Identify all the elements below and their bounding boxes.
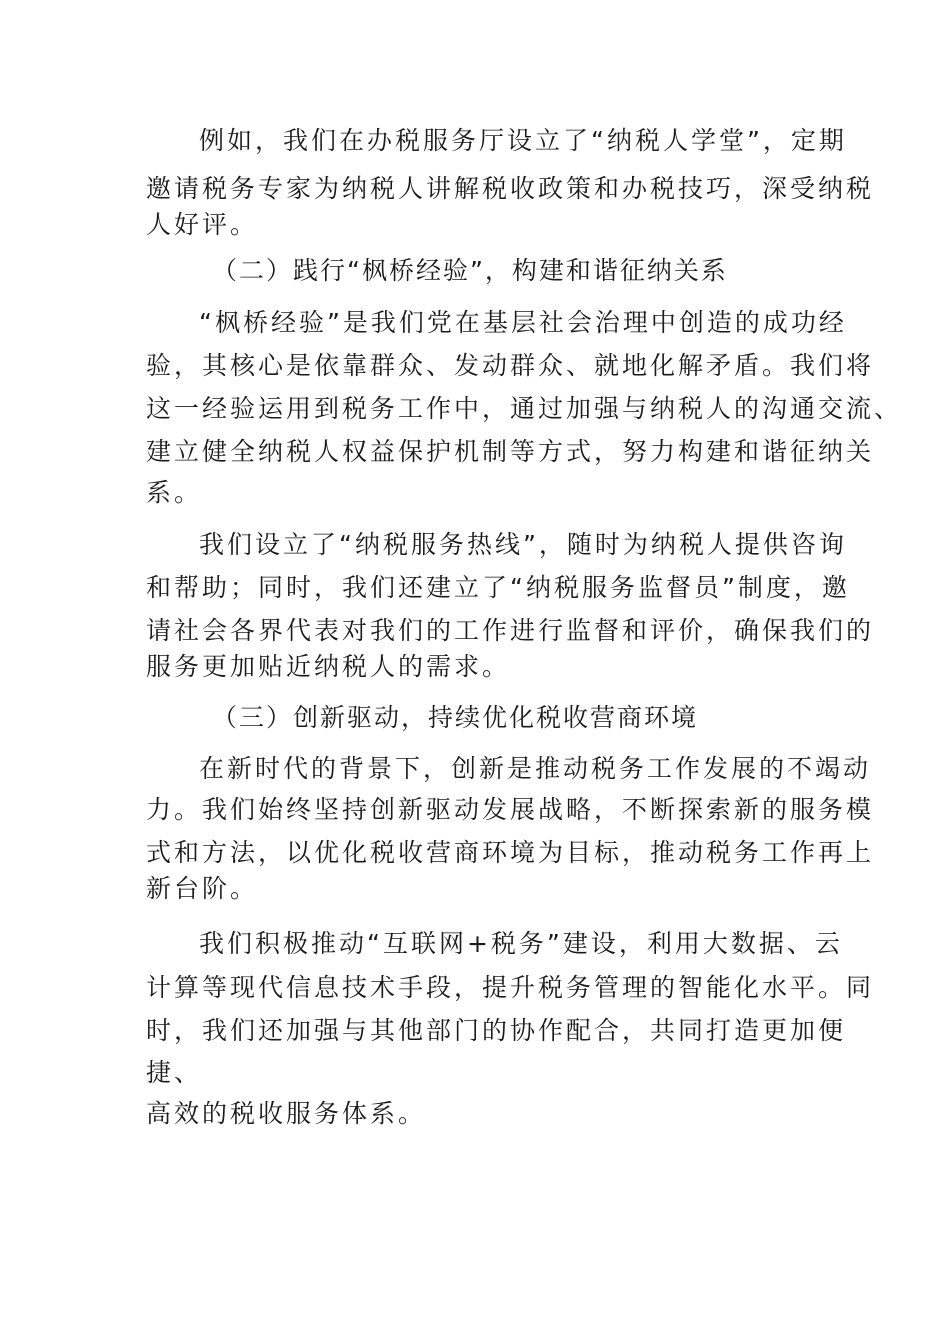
paragraph-line: 捷、	[146, 1058, 203, 1087]
paragraph-line: 我们设立了“纳税服务热线”，随时为纳税人提供咨询	[199, 530, 847, 559]
paragraph-line: 力。我们始终坚持创新驱动发展战略，不断探索新的服务模	[146, 795, 875, 824]
paragraph-line: 服务更加贴近纳税人的需求。	[146, 652, 511, 681]
paragraph-line: 式和方法，以优化税收营商环境为目标，推动税务工作再上	[146, 838, 875, 867]
paragraph-line: 我们积极推动“互联网+税务”建设，利用大数据、云	[199, 929, 843, 958]
paragraph-line: 邀请税务专家为纳税人讲解税收政策和办税技巧，深受纳税	[146, 174, 875, 203]
paragraph-line: 建立健全纳税人权益保护机制等方式，努力构建和谐征纳关	[146, 437, 875, 466]
paragraph-line: 计算等现代信息技术手段，提升税务管理的智能化水平。同	[146, 973, 875, 1002]
section-heading: （二）践行“枫桥经验”，构建和谐征纳关系	[212, 256, 728, 285]
paragraph-line: 高效的税收服务体系。	[146, 1099, 427, 1128]
paragraph-line: 在新时代的背景下，创新是推动税务工作发展的不竭动	[199, 754, 872, 783]
paragraph-line: 请社会各界代表对我们的工作进行监督和评价，确保我们的	[146, 616, 875, 645]
paragraph-line: 新台阶。	[146, 874, 259, 903]
paragraph-line: 时，我们还加强与其他部门的协作配合，共同打造更加便	[146, 1016, 847, 1045]
paragraph-line: “枫桥经验”是我们党在基层社会治理中创造的成功经	[199, 308, 847, 337]
paragraph-line: 和帮助；同时，我们还建立了“纳税服务监督员”制度，邀	[146, 573, 850, 602]
paragraph-line: 系。	[146, 478, 203, 507]
paragraph-line: 人好评。	[146, 210, 259, 239]
paragraph-line: 这一经验运用到税务工作中，通过加强与纳税人的沟通交流、	[146, 394, 903, 423]
section-heading: （三）创新驱动，持续优化税收营商环境	[212, 703, 699, 732]
paragraph-line: 例如，我们在办税服务厅设立了“纳税人学堂”，定期	[199, 126, 847, 155]
paragraph-line: 验，其核心是依靠群众、发动群众、就地化解矛盾。我们将	[146, 351, 875, 380]
